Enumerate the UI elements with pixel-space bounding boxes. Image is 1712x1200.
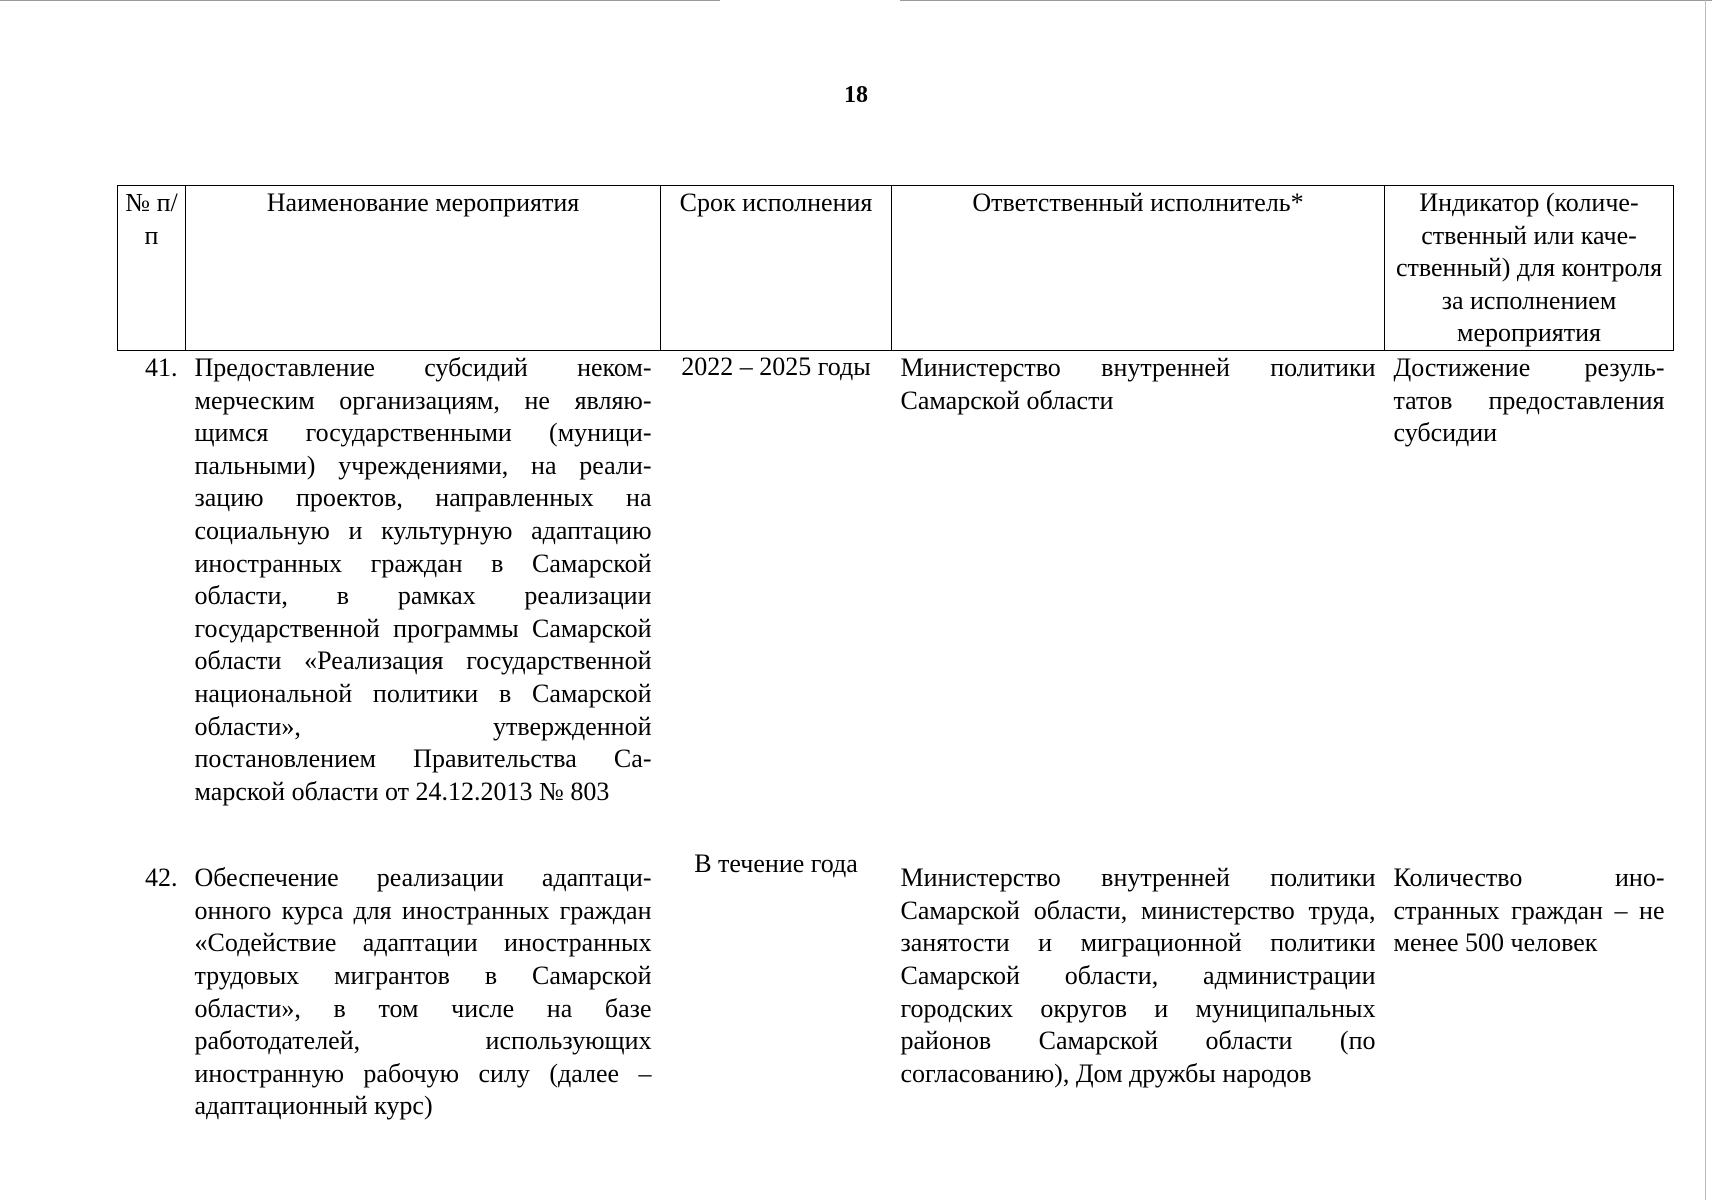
row-number: 42. [145,863,178,893]
header-executor: Ответственный исполнитель* [892,186,1385,351]
header-num: № п/п [118,186,186,351]
table-row [118,350,1674,848]
measure-indicator: Достижение результатов предоставления субсидии [1393,352,1665,448]
table-row [118,848,1674,1123]
header-term: Срок исполнения [661,186,892,351]
scan-top-edge-right [900,0,1712,1]
measure-name: Обеспечение реализации адаптационного курса для иностранных граждан «Содействие адаптации иностранных трудовых мигрантов в Самарской области», в том числе на базе работодателей, использующих иностранную рабочую силу (далее – адаптационный курс) [194,863,652,1121]
measure-executor: Министерство внутренней политики Самарской области, министерство труда, занятости и миграционной политики Самарской области, администрации городских округов и муниципальных районов Самарской области (по согласованию), Дом дружбы народов [900,863,1376,1088]
measures-table [117,185,1674,1123]
table-header [118,186,1674,351]
measure-term: 2022 – 2025 годы [681,351,871,381]
header-name: Наименование мероприятия [186,186,661,351]
scan-right-edge [1705,0,1706,1200]
page-number: 18 [844,82,868,108]
scan-top-edge-left [0,0,720,1]
table-body [118,350,1674,1123]
header-indicator: Индикатор (количественный или качественный) для контроля за исполнением мероприятия [1385,186,1674,351]
row-number: 41. [145,352,178,382]
measure-term: В течение года [694,849,858,879]
measure-executor: Министерство внутренней политики Самарской области [900,352,1376,415]
header-row [118,186,1674,351]
measure-indicator: Количество иностранных граждан – не менее 500 человек [1393,863,1665,958]
measure-name: Предоставление субсидий некоммерческим организациям, не являющимся государственными (муниципальными) учреждениями, на реализацию проектов, направленных на социальную и культурную адаптацию иностранных граждан в Самарской области, в рамках реализации государственной программы Самарской области «Реализация государственной национальной политики в Самарской области», утвержденной постановлением Правительства Самарской области от 24.12.2013 № 803 [194,352,652,806]
